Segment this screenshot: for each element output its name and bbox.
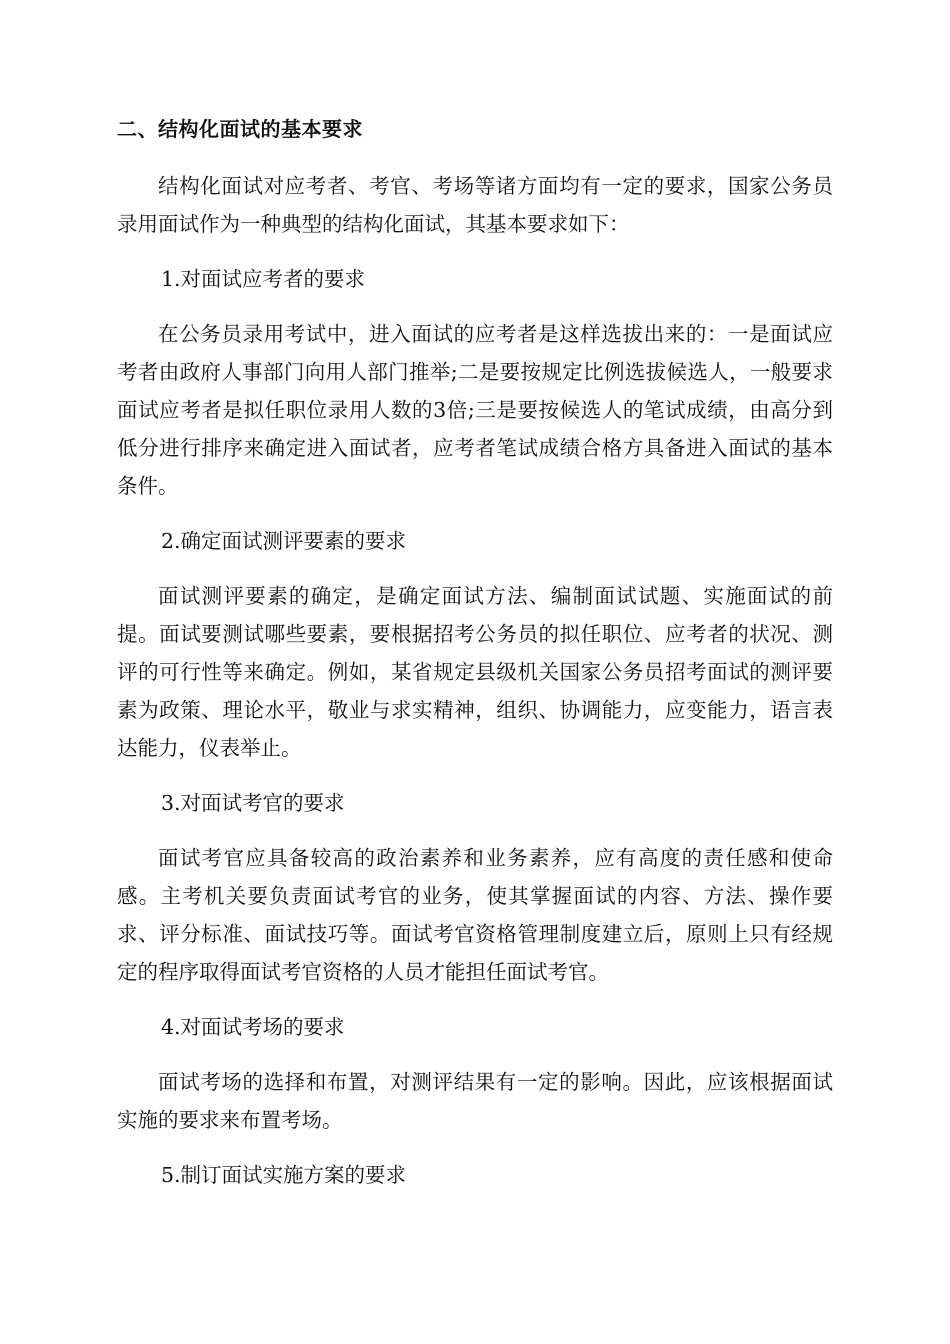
item-1-paragraph: 在公务员录用考试中，进入面试的应考者是这样选拔出来的：一是面试应考者由政府人事部门向用人部门推举;二是要按规定比例选拔候选人，一般要求面试应考者是拟任职位录用人数的3倍;三是要按候选人的笔试成绩，由高分到低分进行排序来确定进入面试者，应考者笔试成绩合格方具备进入面试的基本条件。 (117, 322, 833, 498)
item-4-paragraph: 面试考场的选择和布置，对测评结果有一定的影响。因此，应该根据面试实施的要求来布置考场。 (117, 1070, 833, 1132)
item-2-paragraph: 面试测评要素的确定，是确定面试方法、编制面试试题、实施面试的前提。面试要测试哪些要素，要根据招考公务员的拟任职位、应考者的状况、测评的可行性等来确定。例如，某省规定县级机关国家公务员招考面试的测评要素为政策、理论水平，敬业与求实精神，组织、协调能力，应变能力，语言表达能力，仪表举止。 (117, 584, 833, 760)
item-5-heading: 5.制订面试实施方案的要求 (161, 1163, 407, 1187)
item-4-heading: 4.对面试考场的要求 (161, 1015, 345, 1039)
item-2-heading: 2.确定面试测评要素的要求 (161, 529, 407, 553)
item-3-heading: 3.对面试考官的要求 (161, 791, 345, 815)
section-title: 二、结构化面试的基本要求 (117, 117, 363, 141)
intro-paragraph: 结构化面试对应考者、考官、考场等诸方面均有一定的要求，国家公务员录用面试作为一种典型的结构化面试，其基本要求如下： (117, 174, 833, 236)
item-3-paragraph: 面试考官应具备较高的政治素养和业务素养，应有高度的责任感和使命感。主考机关要负责面试考官的业务，使其掌握面试的内容、方法、操作要求、评分标准、面试技巧等。面试考官资格管理制度建立后，原则上只有经规定的程序取得面试考官资格的人员才能担任面试考官。 (117, 846, 833, 984)
item-1-heading: 1.对面试应考者的要求 (161, 267, 366, 291)
document-body (117, 113, 833, 1211)
